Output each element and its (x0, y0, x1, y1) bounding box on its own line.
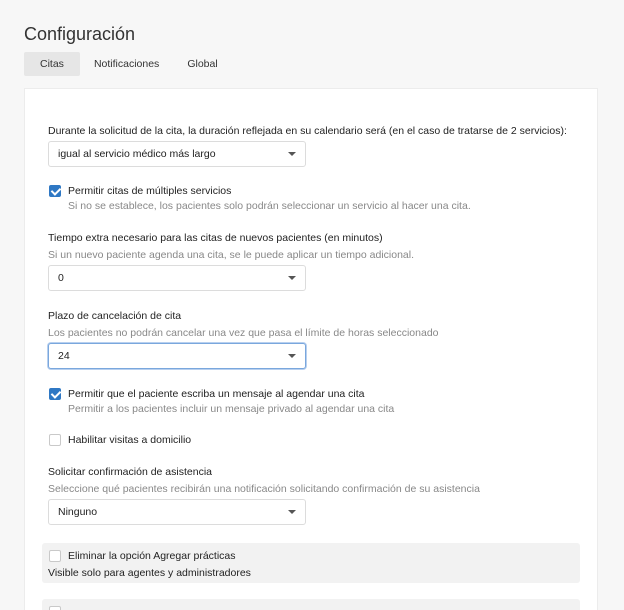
cancellation-select[interactable] (48, 343, 306, 369)
cancellation-select-value: 24 (58, 350, 70, 362)
chevron-down-icon (288, 510, 296, 514)
settings-card (24, 88, 598, 610)
admin-only-section-next (42, 599, 580, 610)
tab-bar (24, 52, 232, 76)
attendance-label: Solicitar confirmación de asistencia (48, 466, 212, 478)
chevron-down-icon (288, 276, 296, 280)
remove-practices-checkbox[interactable] (49, 550, 61, 562)
admin-only-section (42, 543, 580, 583)
duration-select-value: igual al servicio médico más largo (58, 148, 216, 160)
multi-services-label: Permitir citas de múltiples servicios (68, 185, 232, 197)
attendance-select[interactable] (48, 499, 306, 525)
home-visits-label: Habilitar visitas a domicilio (68, 434, 192, 446)
cancellation-label: Plazo de cancelación de cita (48, 310, 182, 322)
extra-time-hint: Si un nuevo paciente agenda una cita, se le puede aplicar un tiempo adicional. (48, 249, 415, 261)
attendance-select-value: Ninguno (58, 506, 98, 518)
remove-practices-label: Eliminar la opción Agregar prácticas (68, 550, 236, 562)
patient-message-label: Permitir que el paciente escriba un mensaje al agendar una cita (68, 388, 365, 400)
extra-time-select[interactable] (48, 265, 306, 291)
attendance-hint: Seleccione qué pacientes recibirán una notificación solicitando confirmación de su asistencia (48, 483, 480, 495)
extra-time-select-value: 0 (58, 272, 64, 284)
extra-time-label: Tiempo extra necesario para las citas de nuevos pacientes (en minutos) (48, 232, 383, 244)
duration-label: Durante la solicitud de la cita, la duración reflejada en su calendario será (en el caso de tratarse de 2 servicios): (48, 125, 567, 137)
home-visits-checkbox[interactable] (49, 434, 61, 446)
duration-select[interactable] (48, 141, 306, 167)
multi-services-hint: Si no se establece, los pacientes solo podrán seleccionar un servicio al hacer una cita. (68, 200, 471, 212)
multi-services-checkbox[interactable] (49, 185, 61, 197)
admin-only-note: Visible solo para agentes y administradores (48, 567, 251, 579)
tab-citas[interactable]: Citas (24, 52, 80, 76)
page-title: Configuración (24, 24, 136, 44)
tab-notificaciones[interactable]: Notificaciones (93, 58, 160, 70)
chevron-down-icon (288, 354, 296, 358)
cancellation-hint: Los pacientes no podrán cancelar una vez que pasa el límite de horas seleccionado (48, 327, 439, 339)
next-option-checkbox[interactable] (49, 606, 61, 610)
chevron-down-icon (288, 152, 296, 156)
patient-message-checkbox[interactable] (49, 388, 61, 400)
patient-message-hint: Permitir a los pacientes incluir un mensaje privado al agendar una cita (68, 403, 395, 415)
tab-global[interactable]: Global (187, 58, 218, 70)
